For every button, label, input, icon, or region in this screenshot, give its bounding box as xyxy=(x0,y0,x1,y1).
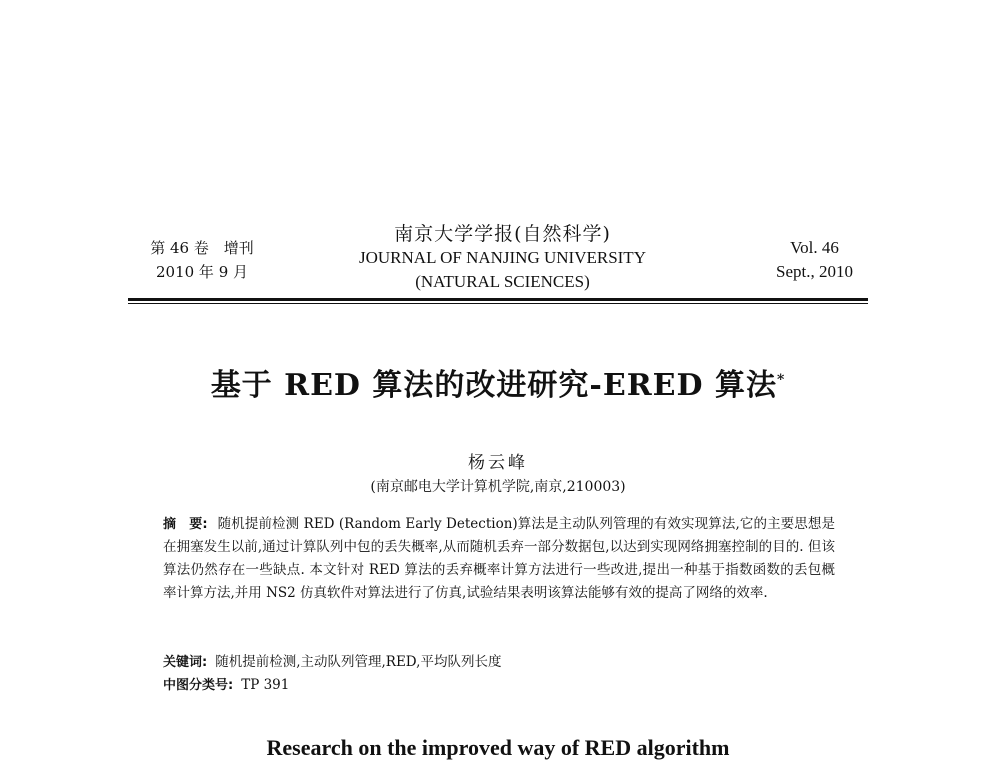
date-en: Sept., 2010 xyxy=(776,262,853,281)
journal-name-cn: 南京大学学报(自然科学) xyxy=(394,223,611,245)
abstract xyxy=(163,513,835,605)
keywords-text: 随机提前检测,主动队列管理,RED,平均队列长度 xyxy=(215,654,502,670)
classification-label: 中图分类号: xyxy=(163,678,234,693)
keywords xyxy=(163,651,835,674)
header-rule-thin xyxy=(128,303,868,304)
volume-issue: 第 46 卷 增刊 xyxy=(150,239,254,257)
abstract-text: 随机提前检测 RED (Random Early Detection)算法是主动队列管理的有效实现算法,它的主要思想是在拥塞发生以前,通过计算队列中包的丢失概率,从而随机丢弃一部分数据包,以达到实现网络拥塞控制的目的. 但该算法仍然存在一些缺点. 本文针对 RED 算法的丢弃概率计算方法进行一些改进,提出一种基于指数函数的丢包概率计算方法,并用 NS2 仿真软件对算法进行了仿真,试验结果表明该算法能够有效的提高了网络的效率. xyxy=(163,516,836,601)
abstract-label: 摘 要: xyxy=(163,517,208,532)
classification-text: TP 391 xyxy=(241,677,290,693)
english-title: Research on the improved way of RED algorithm xyxy=(266,735,730,760)
journal-name-en-sub: (NATURAL SCIENCES) xyxy=(415,272,590,291)
classification xyxy=(163,674,835,697)
journal-name xyxy=(330,222,675,294)
keywords-label: 关键词: xyxy=(163,655,208,670)
title-footnote-mark: * xyxy=(776,372,786,388)
journal-name-en: JOURNAL OF NANJING UNIVERSITY xyxy=(359,248,646,267)
affiliation: (南京邮电大学计算机学院,南京,210003) xyxy=(370,479,626,495)
header-rule xyxy=(128,298,868,301)
paper-title-text: 基于 RED 算法的改进研究-ERED 算法 xyxy=(210,368,777,403)
author: 杨云峰 xyxy=(468,453,528,473)
volume-en: Vol. 46 xyxy=(790,238,839,257)
issue-info xyxy=(132,236,272,284)
volume-info-en xyxy=(752,236,877,284)
issue-date: 2010 年 9 月 xyxy=(155,263,249,281)
paper-title xyxy=(128,360,868,404)
